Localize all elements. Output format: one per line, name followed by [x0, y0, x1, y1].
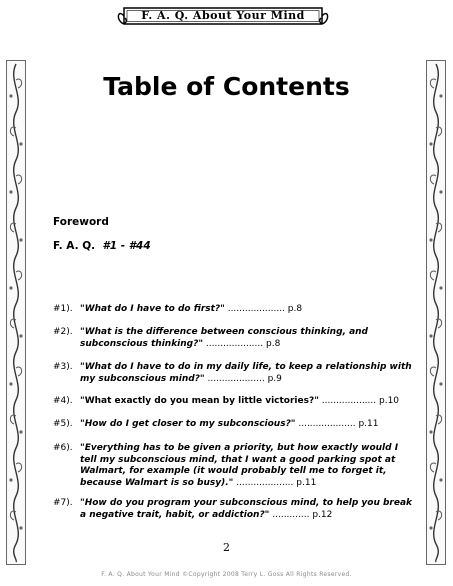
toc-item-number: #6).: [53, 443, 73, 453]
toc-item-number: #7).: [53, 498, 73, 508]
toc-item-question: "How do I get closer to my subconscious?": [80, 419, 296, 429]
faq-prefix: F. A. Q.: [53, 240, 96, 252]
toc-item[interactable]: [53, 419, 413, 431]
toc-item-leader: ....................: [298, 419, 356, 429]
toc-item-question: "What is the difference between conscious thinking, and subconscious thinking?": [80, 327, 368, 349]
toc-item-number: #3).: [53, 362, 73, 372]
right-floral-border: [426, 60, 446, 565]
toc-item-number: #2).: [53, 327, 73, 337]
banner-title: F. A. Q. About Your Mind: [141, 9, 305, 22]
toc-item[interactable]: [53, 362, 413, 385]
copyright-footer: F. A. Q. About Your Mind ©Copyright 2008 Terry L. Goss All Rights Reserved.: [101, 571, 352, 578]
toc-item-page: p.10: [379, 396, 400, 406]
toc-item-leader: ...................: [321, 396, 377, 406]
toc-item-leader: ....................: [227, 304, 285, 314]
toc-item-leader: .............: [272, 509, 310, 520]
toc-item-number: #5).: [53, 419, 73, 429]
toc-item[interactable]: [53, 498, 413, 521]
toc-item-question: "What do I have to do first?": [80, 304, 225, 314]
toc-item-page: p.8: [266, 338, 281, 349]
foreword-heading: Foreword: [53, 216, 109, 228]
toc-item[interactable]: [53, 327, 413, 350]
toc-item-page: p.11: [358, 419, 379, 429]
faq-range: #1 - #44: [102, 240, 151, 252]
toc-item-page: p.12: [312, 509, 333, 520]
toc-item-question: "What do I have to do in my daily life, to keep a relationship with my subconscious mind?": [80, 362, 412, 384]
toc-item-question: "What exactly do you mean by little victories?": [80, 396, 319, 406]
toc-item-question: "Everything has to be given a priority, but how exactly would I tell my subconscious mind, that I want a good parking spot at Walmart, for example (it would probably tell me to forget it, because Walmart is so busy).": [80, 443, 399, 488]
toc-item[interactable]: [53, 304, 413, 316]
toc-item[interactable]: [53, 396, 413, 408]
toc-item-question: "How do you program your subconscious mind, to help you break a negative trait, habit, or addiction?": [80, 498, 413, 520]
toc-item-page: p.9: [267, 373, 282, 384]
faq-heading: [53, 240, 151, 252]
toc-item-page: p.11: [296, 477, 317, 488]
toc-item-leader: ....................: [236, 477, 294, 488]
toc-item[interactable]: [53, 443, 413, 489]
page-title: Table of Contents: [103, 72, 350, 101]
toc-item-leader: ....................: [207, 373, 265, 384]
toc-item-number: #1).: [53, 304, 73, 314]
header-banner: [116, 5, 330, 27]
toc-item-leader: ....................: [205, 338, 264, 349]
left-floral-border: [6, 60, 26, 565]
toc-item-page: p.8: [287, 304, 303, 314]
toc-item-number: #4).: [53, 396, 73, 406]
page-number: 2: [223, 541, 230, 554]
